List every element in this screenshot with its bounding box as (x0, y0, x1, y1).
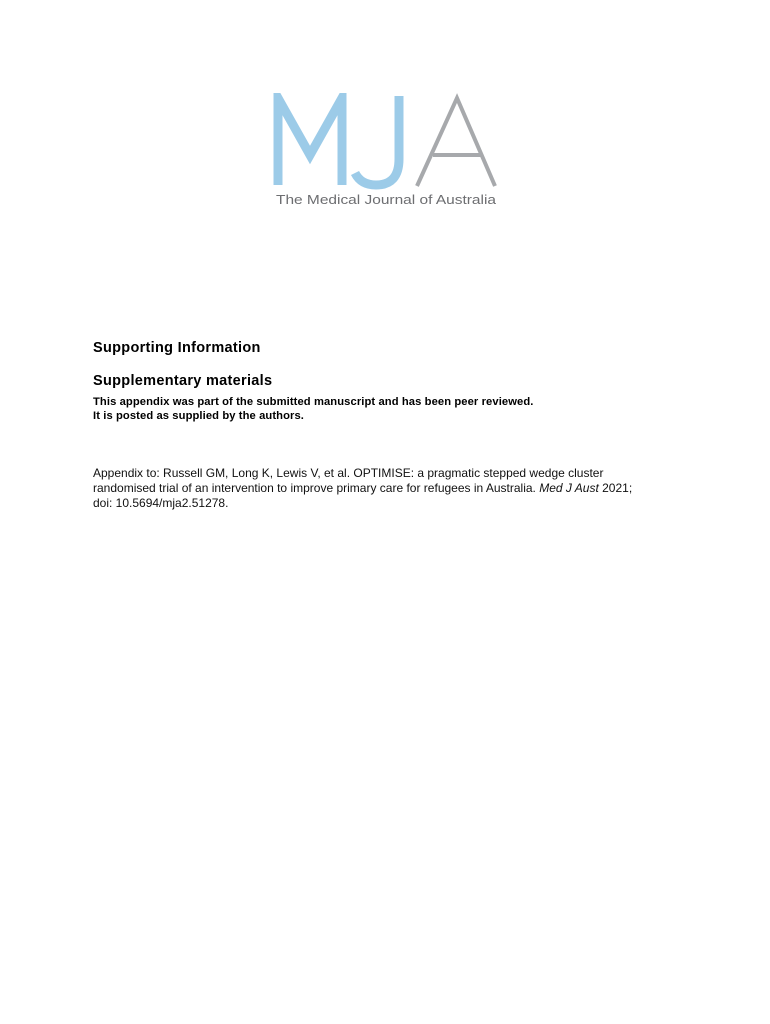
appendix-citation (93, 466, 713, 511)
citation-line-2-text: randomised trial of an intervention to improve primary care for refugees in Australia. (93, 481, 540, 495)
heading-supplementary-materials: Supplementary materials (93, 373, 273, 389)
logo-tagline: The Medical Journal of Australia (276, 193, 496, 207)
citation-line-2 (93, 481, 713, 496)
citation-doi: doi: 10.5694/mja2.51278. (93, 496, 229, 510)
logo-letter-a (417, 98, 495, 186)
notice-line-1: This appendix was part of the submitted manuscript and has been peer reviewed. (93, 396, 534, 408)
notice-line-2: It is posted as supplied by the authors. (93, 410, 305, 422)
mja-logo-graphic (273, 93, 499, 213)
citation-journal: Med J Aust (539, 481, 599, 495)
logo-letter-j (355, 96, 399, 185)
citation-year: 2021; (598, 481, 633, 495)
logo-letter-m (278, 98, 342, 185)
citation-line-1: Appendix to: Russell GM, Long K, Lewis V, et al. OPTIMISE: a pragmatic stepped wedge cluster (93, 466, 604, 480)
mja-logo (273, 93, 499, 213)
heading-supporting-information: Supporting Information (93, 340, 261, 356)
peer-review-notice (93, 395, 534, 423)
